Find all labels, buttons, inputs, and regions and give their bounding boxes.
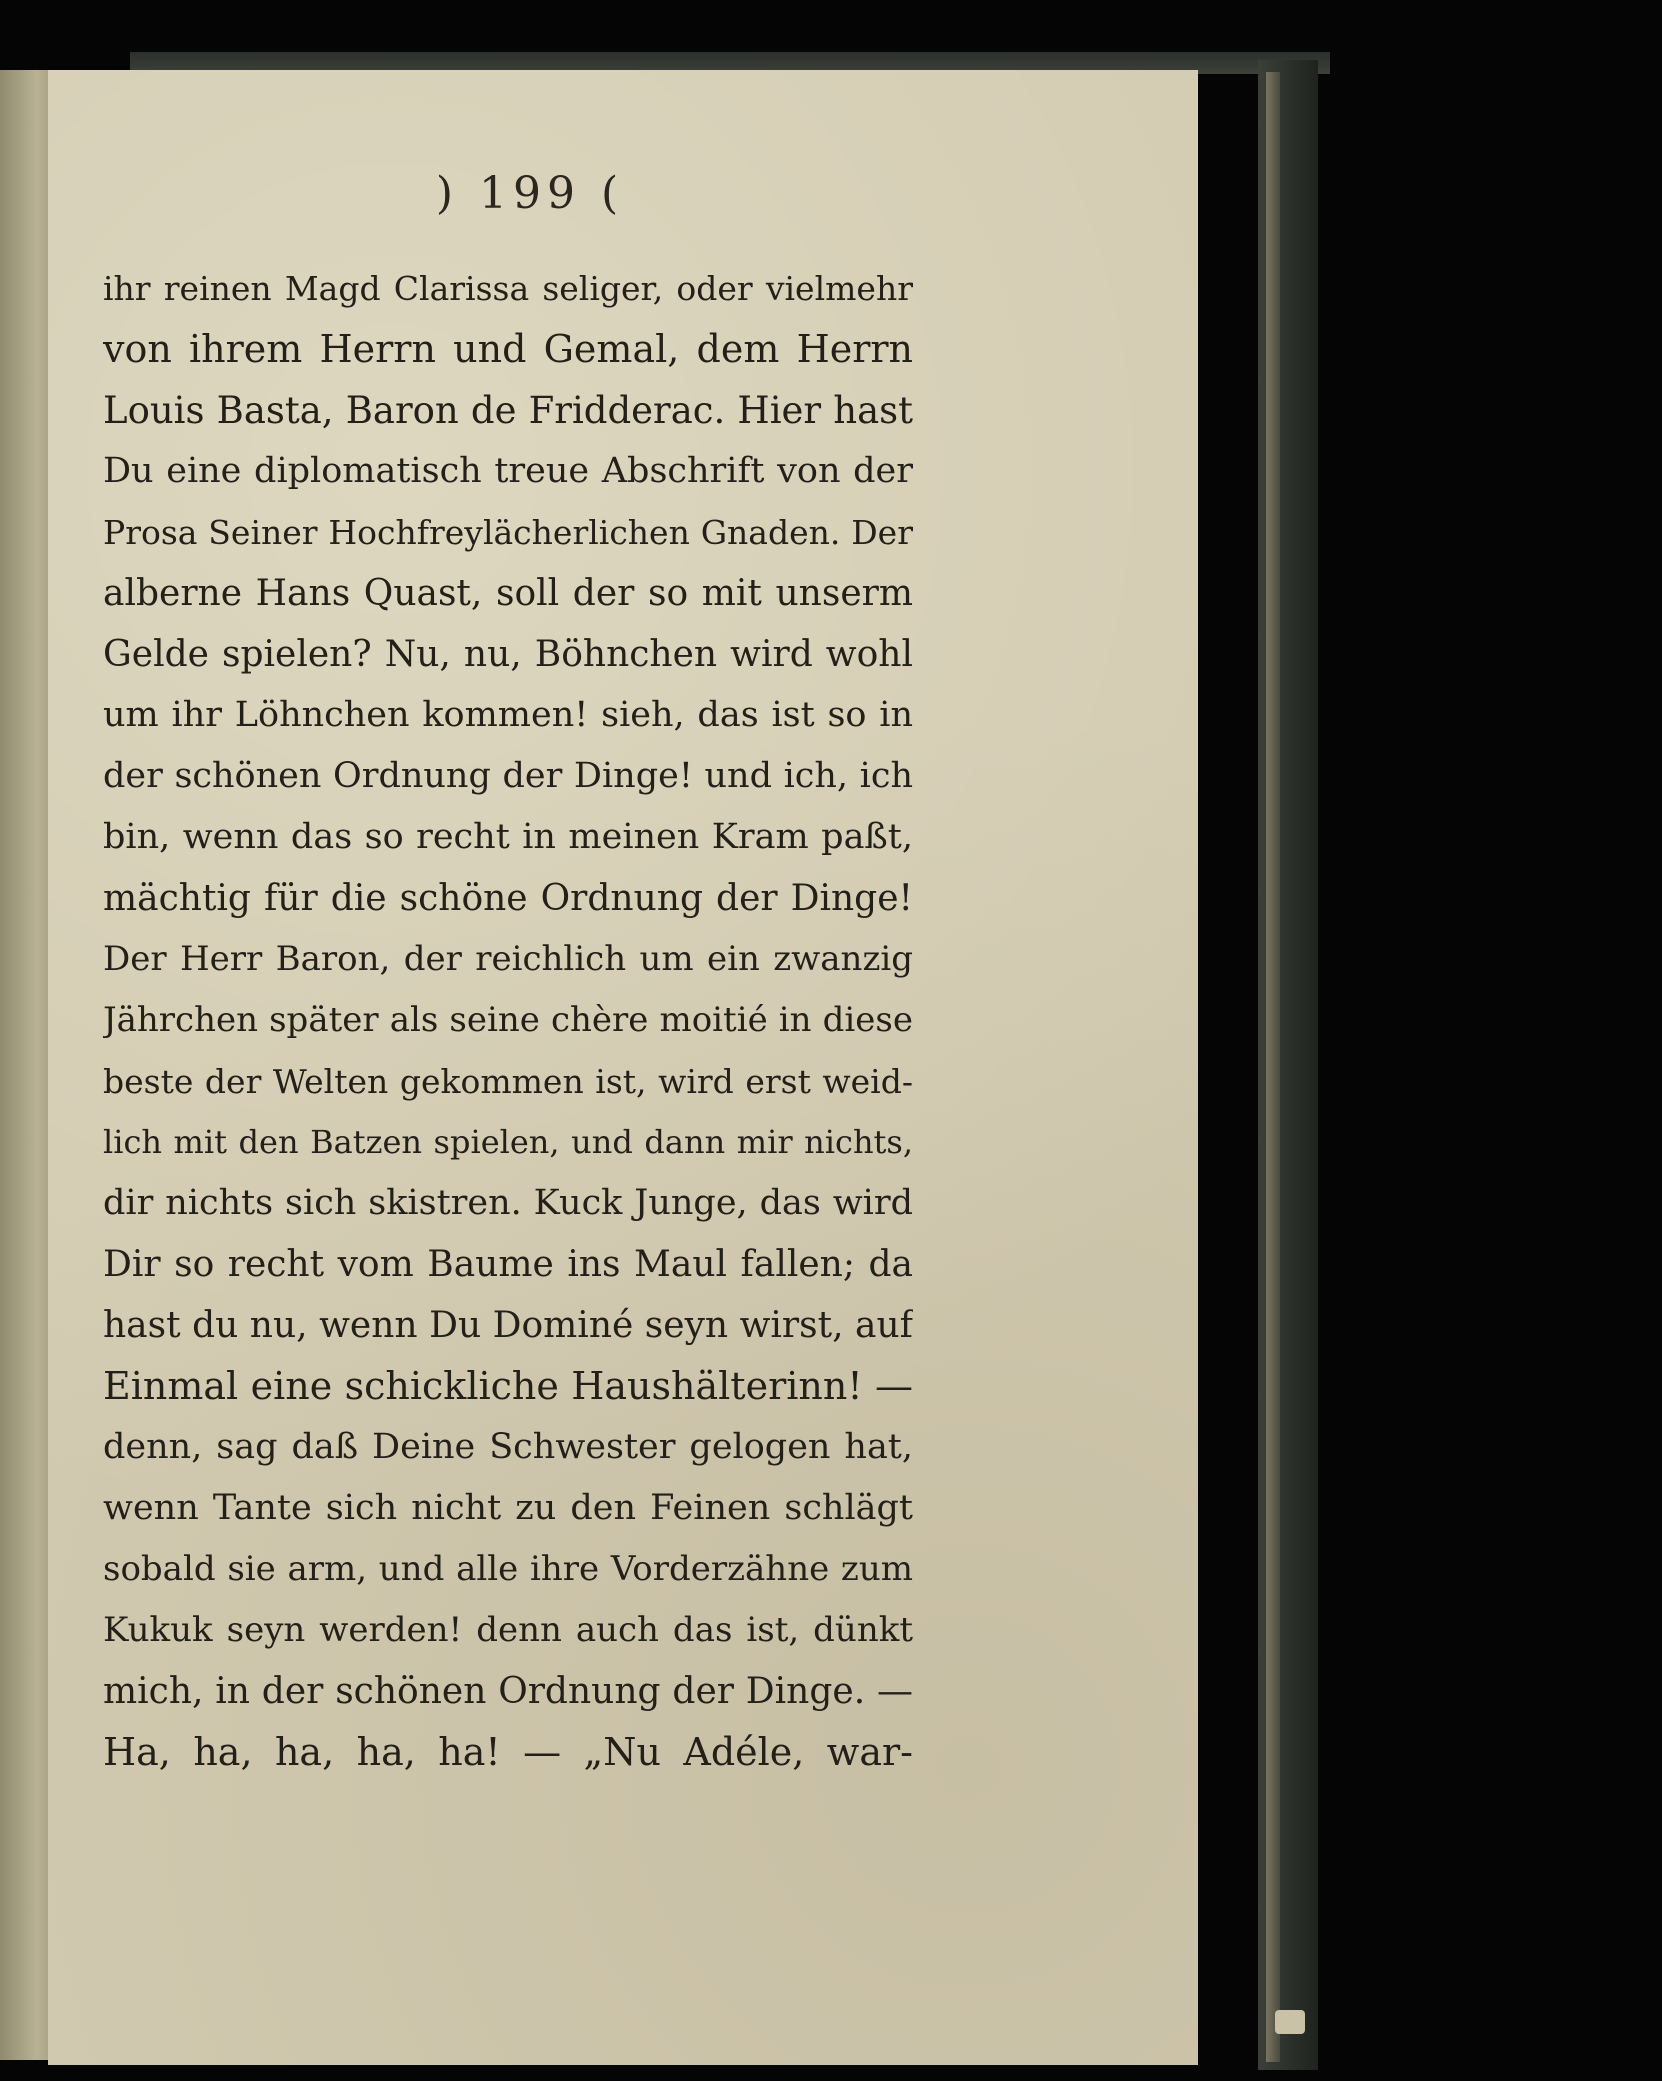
- text-line: ihr reinen Magd Clarissa seliger, oder vielmehr: [103, 269, 913, 308]
- text-line: bin, wenn das so recht in meinen Kram paßt,: [103, 817, 913, 857]
- facing-page-edge: [0, 70, 52, 2060]
- text-line: mich, in der schönen Ordnung der Dinge. —: [103, 1671, 913, 1712]
- text-line: mächtig für die schöne Ordnung der Dinge!: [103, 878, 913, 919]
- text-line: Gelde spielen? Nu, nu, Böhnchen wird wohl: [103, 634, 913, 675]
- page-text: [103, 258, 913, 1783]
- text-line: Der Herr Baron, der reichlich um ein zwanzig: [103, 939, 913, 979]
- text-line: beste der Welten gekommen ist, wird erst weid-: [103, 1062, 913, 1101]
- text-line: sobald sie arm, und alle ihre Vorderzähne zum: [103, 1549, 913, 1589]
- cover-corner: [1275, 2010, 1305, 2034]
- text-line: Prosa Seiner Hochfreylächerlichen Gnaden. Der: [103, 513, 913, 552]
- text-line: lich mit den Batzen spielen, und dann mir nichts,: [103, 1123, 913, 1161]
- text-line: von ihrem Herrn und Gemal, dem Herrn: [103, 327, 913, 371]
- text-line: alberne Hans Quast, soll der so mit unserm: [103, 573, 913, 614]
- text-line: Kukuk seyn werden! denn auch das ist, dünkt: [103, 1610, 913, 1650]
- text-line: Einmal eine schickliche Haushälterinn! —: [103, 1364, 913, 1408]
- text-line: wenn Tante sich nicht zu den Feinen schlägt: [103, 1488, 913, 1528]
- page-number: ) 199 (: [435, 168, 625, 219]
- text-line: Jährchen später als seine chère moitié in diese: [103, 1000, 913, 1040]
- text-line: dir nichts sich skistren. Kuck Junge, das wird: [103, 1183, 913, 1223]
- text-line: Ha, ha, ha, ha, ha! — „Nu Adéle, war-: [103, 1730, 913, 1774]
- text-line: der schönen Ordnung der Dinge! und ich, ich: [103, 756, 913, 796]
- text-line: Dir so recht vom Baume ins Maul fallen; da: [103, 1244, 913, 1285]
- text-line: Du eine diplomatisch treue Abschrift von der: [103, 451, 913, 491]
- text-line: hast du nu, wenn Du Dominé seyn wirst, auf: [103, 1305, 913, 1346]
- text-line: denn, sag daß Deine Schwester gelogen hat,: [103, 1427, 913, 1467]
- text-line: um ihr Löhnchen kommen! sieh, das ist so in: [103, 695, 913, 735]
- text-line: Louis Basta, Baron de Fridderac. Hier hast: [103, 389, 913, 432]
